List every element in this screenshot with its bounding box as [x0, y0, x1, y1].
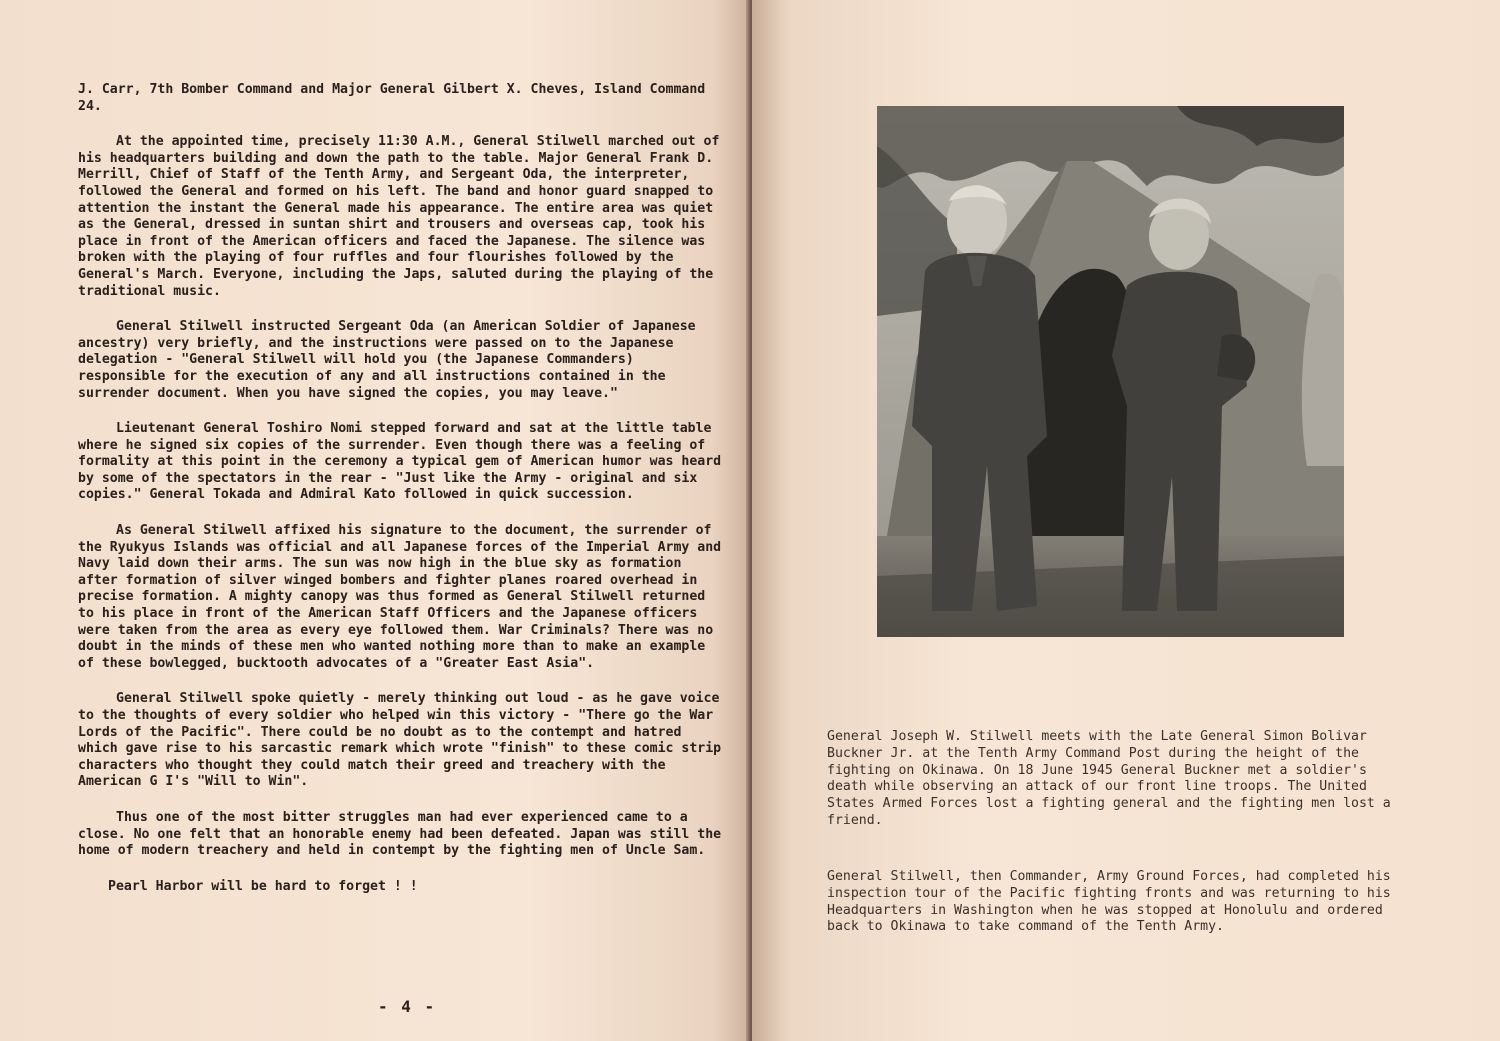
- photograph-generals: [877, 106, 1344, 637]
- photo-caption: General Joseph W. Stilwell meets with the Late General Simon Bolivar Buckner Jr. at the Tenth Army Command Post during the height of the fighting on Okinawa. On 18 June 1945 General Buckner met a soldier's death while observing an attack of our front line troops. The United States Armed Forces lost a fighting general and the fighting men lost a friend.: [827, 729, 1391, 828]
- photograph-illustration: [877, 106, 1344, 637]
- right-page: [752, 0, 1500, 1041]
- page-number: - 4 -: [378, 997, 437, 1016]
- paragraph-5: As General Stilwell affixed his signature to the document, the surrender of the Ryukyus Islands was official and all Japanese forces of the Imperial Army and Navy laid down their arms. The sun was now high in the blue sky as formation after formation of silver winged bombers and fighter planes roared overhead in precise formation. A mighty canopy was thus formed as General Stilwell returned to his place in front of the American Staff Officers and the Japanese officers were taken from the area as every eye followed them. War Criminals? There was no doubt in the minds of these men who wanted nothing more than to make an example of these bowlegged, bucktooth advocates of a "Greater East Asia".: [78, 523, 722, 671]
- paragraph-4: Lieutenant General Toshiro Nomi stepped forward and sat at the little table where he signed six copies of the surrender. Even though there was a feeling of formality at this point in the ceremony a typical gem of American humor was heard by some of the spectators in the rear - "Just like the Army - original and six copies." General Tokada and Admiral Kato followed in quick succession.: [78, 421, 722, 503]
- paragraph-7: Thus one of the most bitter struggles man had ever experienced came to a close. No one felt that an honorable enemy had been defeated. Japan was still the home of modern treachery and held in contempt by the fighting men of Uncle Sam.: [78, 809, 722, 859]
- paragraph-6: General Stilwell spoke quietly - merely thinking out loud - as he gave voice to the thoughts of every soldier who helped win this victory - "There go the War Lords of the Pacific". There could be no doubt as to the contempt and hatred which gave rise to his sarcastic remark which wrote "finish" to these comic strip characters who thought they could match their greed and treachery with the American G I's "Will to Win".: [78, 691, 722, 790]
- paragraph-1: J. Carr, 7th Bomber Command and Major General Gilbert X. Cheves, Island Command 24.: [78, 82, 706, 114]
- closing-line: Pearl Harbor will be hard to forget ! !: [108, 878, 418, 894]
- left-text-column: [78, 82, 728, 914]
- stilwell-note: General Stilwell, then Commander, Army Ground Forces, had completed his inspection tour of the Pacific fighting fronts and was returning to his Headquarters in Washington when he was stopped at Honolulu and ordered back to Okinawa to take command of the Tenth Army.: [827, 869, 1391, 935]
- paragraph-2: At the appointed time, precisely 11:30 A.M., General Stilwell marched out of his headquarters building and down the path to the table. Major General Frank D. Merrill, Chief of Staff of the Tenth Army, and Sergeant Oda, the interpreter, followed the General and formed on his left. The band and honor guard snapped to attention the instant the General made his appearance. The entire area was quiet as the General, dressed in suntan shirt and trousers and overseas cap, took his place in front of the American officers and faced the Japanese. The silence was broken with the playing of four ruffles and four flourishes followed by the General's March. Everyone, including the Japs, saluted during the playing of the traditional music.: [78, 134, 720, 299]
- paragraph-3: General Stilwell instructed Sergeant Oda (an American Soldier of Japanese ancestry) very briefly, and the instructions were passed on to the Japanese delegation - "General Stilwell will hold you (the Japanese Commanders) responsible for the execution of any and all instructions contained in the surrender document. When you have signed the copies, you may leave.": [78, 319, 696, 401]
